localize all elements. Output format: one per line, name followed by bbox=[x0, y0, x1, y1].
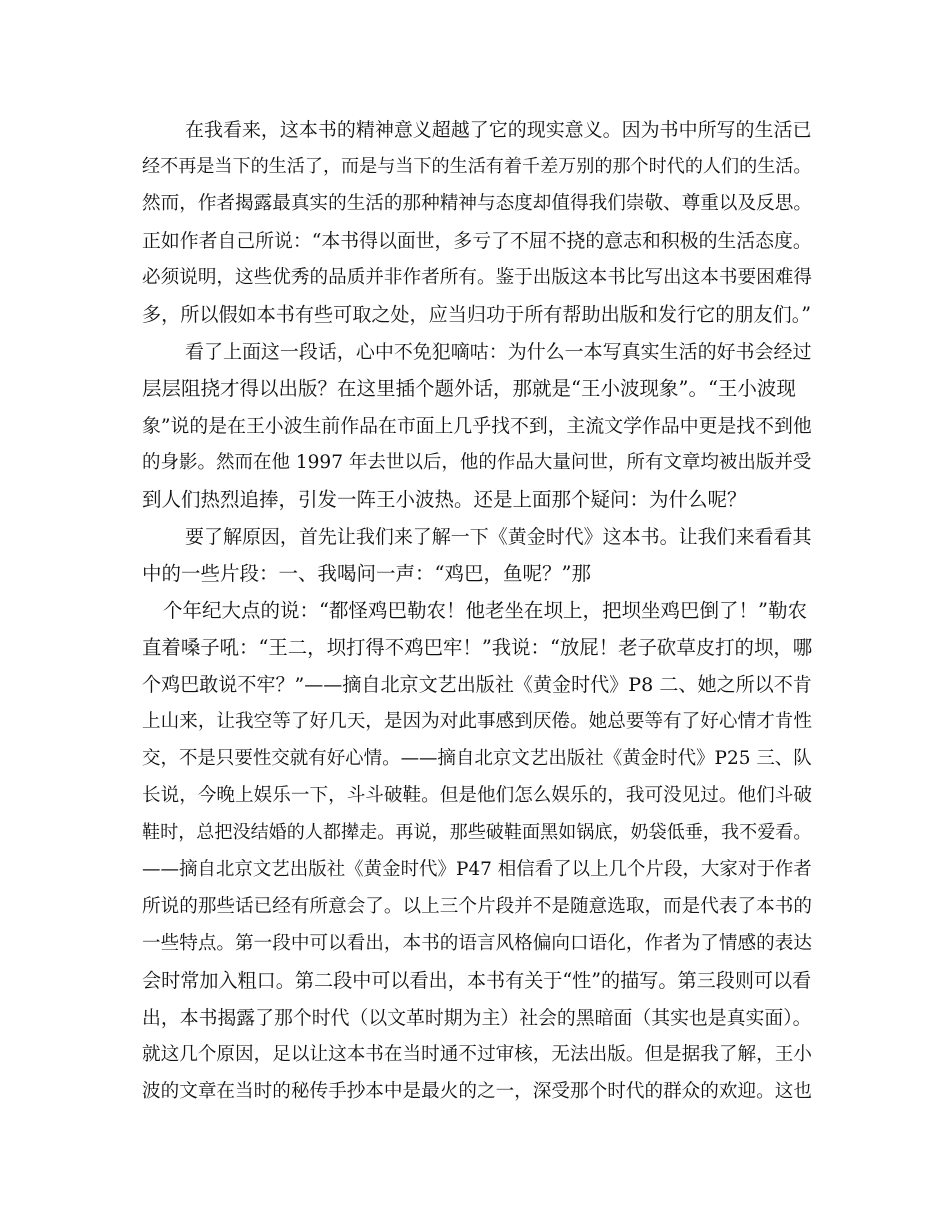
paragraph-4-line-11: 会时常加入粗口。第二段中可以看出，本书有关于“性”的描写。第三段则可以看 bbox=[142, 969, 812, 992]
paragraph-4-line-10: 一些特点。第一段中可以看出，本书的语言风格偏向口语化，作者为了情感的表达 bbox=[142, 933, 812, 954]
paragraph-4-line-6: 长说，今晚上娱乐一下，斗斗破鞋。但是他们怎么娱乐的，我可没见过。他们斗破 bbox=[142, 785, 812, 806]
paragraph-3-line-1: 要了解原因，首先让我们来了解一下《黄金时代》这本书。让我们来看看其 bbox=[185, 526, 812, 548]
paragraph-4-line-5: 交，不是只要性交就有好心情。——摘自北京文艺出版社《黄金时代》P25 三、队 bbox=[142, 748, 812, 769]
paragraph-1-line-4: 正如作者自己所说：“本书得以面世，多亏了不屈不挠的意志和积极的生活态度。 bbox=[142, 230, 812, 252]
paragraph-2-line-5: 到人们热烈追捧，引发一阵王小波热。还是上面那个疑问：为什么呢？ bbox=[142, 488, 747, 511]
paragraph-4-line-4: 上山来，让我空等了好几天，是因为对此事感到厌倦。她总要等有了好心情才肯性 bbox=[142, 711, 812, 732]
paragraph-4-line-12: 出，本书揭露了那个时代（以文革时期为主）社会的黑暗面（其实也是真实面）。 bbox=[142, 1007, 812, 1029]
paragraph-1-line-1: 在我看来，这本书的精神意义超越了它的现实意义。因为书中所写的生活已 bbox=[185, 119, 812, 141]
paragraph-2-line-4: 的身影。然而在他 1997 年去世以后，他的作品大量问世，所有文章均被出版并受 bbox=[142, 452, 812, 473]
paragraph-2-line-2: 层层阻挠才得以出版？在这里插个题外话，那就是“王小波现象”。“王小波现 bbox=[142, 377, 796, 400]
paragraph-4-line-13: 就这几个原因，足以让这本书在当时通不过审核，无法出版。但是据我了解，王小 bbox=[142, 1044, 812, 1065]
paragraph-4-line-3: 个鸡巴敢说不牢？”——摘自北京文艺出版社《黄金时代》P8 二、她之所以不肯 bbox=[142, 674, 812, 696]
paragraph-4-line-7: 鞋时，总把没结婚的人都撵走。再说，那些破鞋面黑如锅底，奶袋低垂，我不爱看。 bbox=[142, 822, 812, 843]
paragraph-1-line-6: 多，所以假如本书有些可取之处，应当归功于所有帮助出版和发行它的朋友们。” bbox=[142, 303, 812, 326]
paragraph-1-line-3: 然而，作者揭露最真实的生活的那种精神与态度却值得我们崇敬、尊重以及反思。 bbox=[142, 193, 812, 214]
paragraph-1-line-5: 必须说明，这些优秀的品质并非作者所有。鉴于出版这本书比写出这本书要困难得 bbox=[142, 267, 812, 288]
paragraph-4-line-2: 直着嗓子吼：“王二，坝打得不鸡巴牢！”我说：“放屁！老子砍草皮打的坝，哪 bbox=[142, 636, 813, 659]
paragraph-4-line-8: ——摘自北京文艺出版社《黄金时代》P47 相信看了以上几个片段，大家对于作者 bbox=[142, 859, 812, 880]
paragraph-4-line-14: 波的文章在当时的秘传手抄本中是最火的之一，深受那个时代的群众的欢迎。这也 bbox=[142, 1081, 812, 1102]
paragraph-2-line-3: 象”说的是在王小波生前作品在市面上几乎找不到，主流文学作品中更是找不到他 bbox=[142, 415, 812, 437]
paragraph-1-line-2: 经不再是当下的生活了，而是与当下的生活有着千差万别的那个时代的人们的生活。 bbox=[142, 156, 812, 177]
paragraph-2-line-1: 看了上面这一段话，心中不免犯嘀咕：为什么一本写真实生活的好书会经过 bbox=[185, 341, 812, 363]
paragraph-4-line-1: 个年纪大点的说：“都怪鸡巴勒农！他老坐在坝上，把坝坐鸡巴倒了！”勒农 bbox=[163, 599, 807, 622]
paragraph-3-line-2: 中的一些片段：一、我喝问一声：“鸡巴，鱼呢？”那 bbox=[142, 562, 591, 585]
paragraph-4-line-9: 所说的那些话已经有所意会了。以上三个片段并不是随意选取，而是代表了本书的 bbox=[142, 896, 812, 917]
